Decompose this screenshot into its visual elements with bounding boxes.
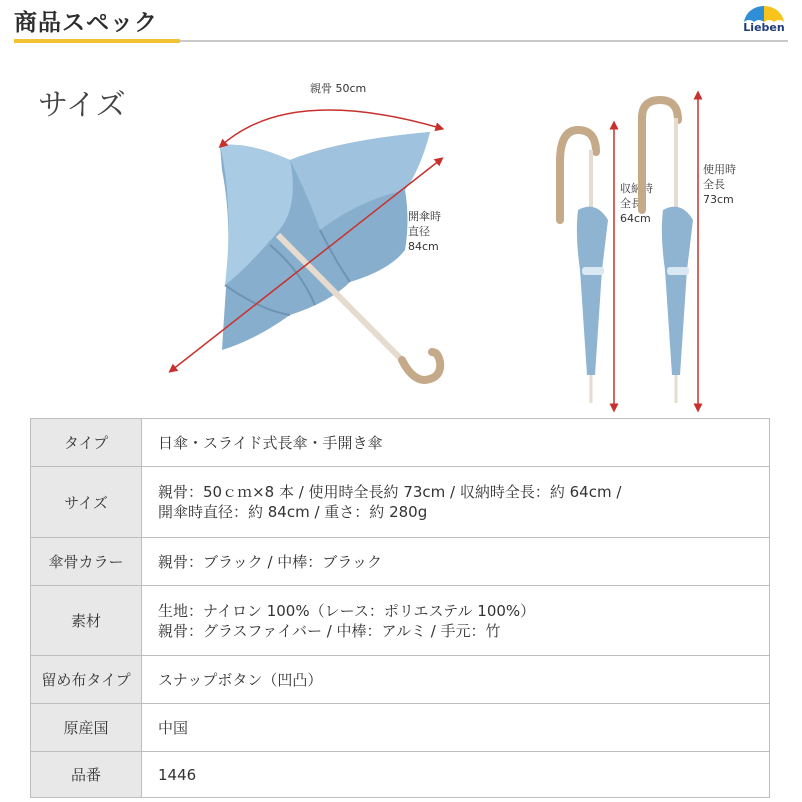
spec-value-line: 親骨：50ｃｍ×8 本 / 使用時全長約 73cm / 収納時全長：約 64cm / [158, 483, 622, 501]
spec-row-material [31, 586, 770, 656]
spec-value-line: 生地：ナイロン 100%（レース：ポリエステル 100%） [158, 601, 536, 620]
spec-value [142, 704, 770, 752]
extended-strap [667, 267, 689, 275]
size-heading: サイズ [38, 88, 126, 123]
umbrella-size-illustration [150, 70, 750, 415]
spec-value-line: 親骨：ブラック / 中棒：ブラック [158, 552, 382, 571]
spec-row-size [31, 467, 770, 538]
spec-row-product-number [31, 752, 770, 798]
diameter-label-1: 開傘時 [408, 210, 441, 223]
spec-label: 留め布タイプ [31, 656, 142, 704]
spec-row-type [31, 419, 770, 467]
spec-label: サイズ [31, 467, 142, 538]
use-length-label-1: 使用時 [703, 163, 736, 176]
folded-canopy [577, 207, 608, 375]
spec-value [142, 586, 770, 656]
extended-umbrella-graphic [642, 95, 698, 408]
spec-value-line: 親骨：グラスファイバー / 中棒：アルミ / 手元：竹 [158, 621, 501, 640]
spec-row-origin [31, 704, 770, 752]
spec-value-line: スナップボタン（凹凸） [158, 670, 323, 689]
use-length-label-2: 全長 [703, 178, 725, 191]
spec-label: 素材 [31, 586, 142, 656]
spec-row-frame-color [31, 538, 770, 586]
title-underline-rule [180, 40, 788, 42]
diameter-label-3: 84cm [408, 240, 439, 253]
title-underline-accent [14, 39, 180, 43]
spec-value-line: 1446 [158, 765, 197, 784]
rib-length-label: 親骨 50cm [310, 82, 367, 95]
spec-value-line: 開傘時直径：約 84cm / 重さ：約 280g [158, 503, 428, 521]
spec-label: タイプ [31, 419, 142, 467]
spec-value [142, 467, 770, 538]
brand-name: Lieben [743, 21, 785, 34]
extended-canopy [662, 207, 693, 375]
folded-length-label-1: 収納時 [620, 182, 653, 195]
folded-length-label-3: 64cm [620, 212, 651, 225]
spec-value [142, 419, 770, 467]
spec-value [142, 538, 770, 586]
use-length-label-3: 73cm [703, 193, 734, 206]
spec-value [142, 656, 770, 704]
spec-row-strap-type [31, 656, 770, 704]
page-title: 商品スペック [14, 10, 158, 36]
folded-length-label-2: 全長 [620, 197, 642, 210]
spec-table [30, 418, 770, 798]
page-header [0, 0, 802, 46]
spec-label: 品番 [31, 752, 142, 798]
diameter-label-2: 直径 [408, 225, 430, 238]
open-umbrella-graphic [172, 110, 440, 380]
spec-value [142, 752, 770, 798]
spec-label: 傘骨カラー [31, 538, 142, 586]
spec-value-line: 中国 [158, 718, 189, 737]
brand-logo [736, 2, 792, 38]
spec-label: 原産国 [31, 704, 142, 752]
spec-value-line: 日傘・スライド式長傘・手開き傘 [158, 433, 383, 452]
folded-strap [582, 267, 604, 275]
umbrella-handle [402, 352, 440, 380]
folded-umbrella-graphic [560, 125, 614, 408]
